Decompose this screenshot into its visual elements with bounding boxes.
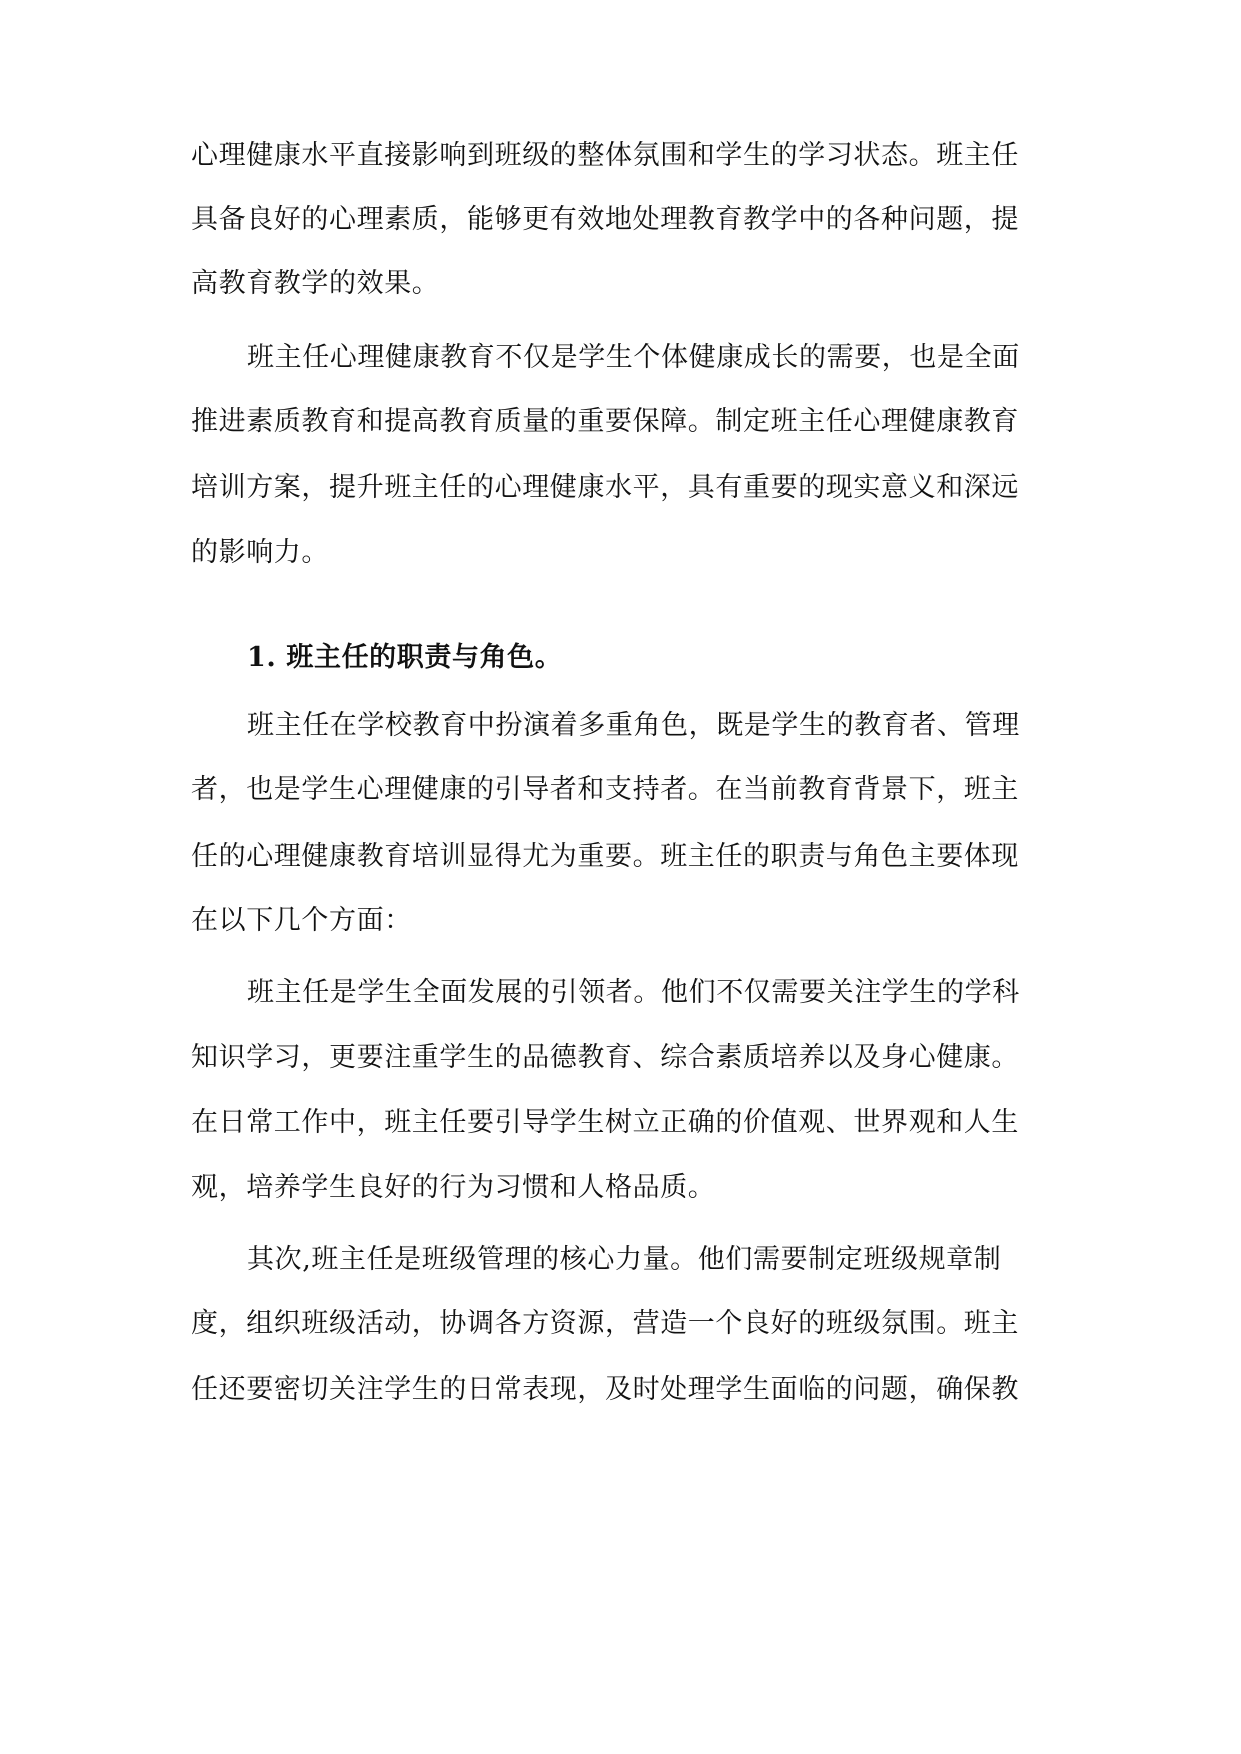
paragraph-line: 班主任是学生全面发展的引领者。他们不仅需要关注学生的学科 — [247, 977, 1020, 1008]
paragraph-line: 知识学习，更要注重学生的品德教育、综合素质培养以及身心健康。 — [191, 1042, 1019, 1073]
paragraph-line: 任的心理健康教育培训显得尤为重要。班主任的职责与角色主要体现 — [191, 841, 1019, 872]
paragraph-line: 观，培养学生良好的行为习惯和人格品质。 — [191, 1172, 716, 1203]
paragraph-line: 培训方案，提升班主任的心理健康水平，具有重要的现实意义和深远 — [191, 472, 1019, 503]
section-heading: 1. 班主任的职责与角色。 — [247, 642, 563, 673]
paragraph-line: 班主任在学校教育中扮演着多重角色，既是学生的教育者、管理 — [247, 710, 1020, 741]
paragraph-line: 高教育教学的效果。 — [191, 268, 440, 299]
paragraph-line: 的影响力。 — [191, 537, 329, 568]
paragraph-line: 在以下几个方面： — [191, 905, 412, 936]
paragraph-line: 推进素质教育和提高教育质量的重要保障。制定班主任心理健康教育 — [191, 406, 1019, 437]
paragraph-line: 其次,班主任是班级管理的核心力量。他们需要制定班级规章制 — [247, 1244, 1002, 1275]
paragraph-line: 班主任心理健康教育不仅是学生个体健康成长的需要，也是全面 — [247, 342, 1020, 373]
paragraph-line: 心理健康水平直接影响到班级的整体氛围和学生的学习状态。班主任 — [191, 140, 1019, 171]
paragraph-line: 任还要密切关注学生的日常表现，及时处理学生面临的问题，确保教 — [191, 1374, 1019, 1405]
paragraph-line: 具备良好的心理素质，能够更有效地处理教育教学中的各种问题，提 — [191, 204, 1019, 235]
paragraph-line: 者，也是学生心理健康的引导者和支持者。在当前教育背景下，班主 — [191, 774, 1019, 805]
paragraph-line: 度，组织班级活动，协调各方资源，营造一个良好的班级氛围。班主 — [191, 1308, 1019, 1339]
paragraph-line: 在日常工作中，班主任要引导学生树立正确的价值观、世界观和人生 — [191, 1107, 1019, 1138]
